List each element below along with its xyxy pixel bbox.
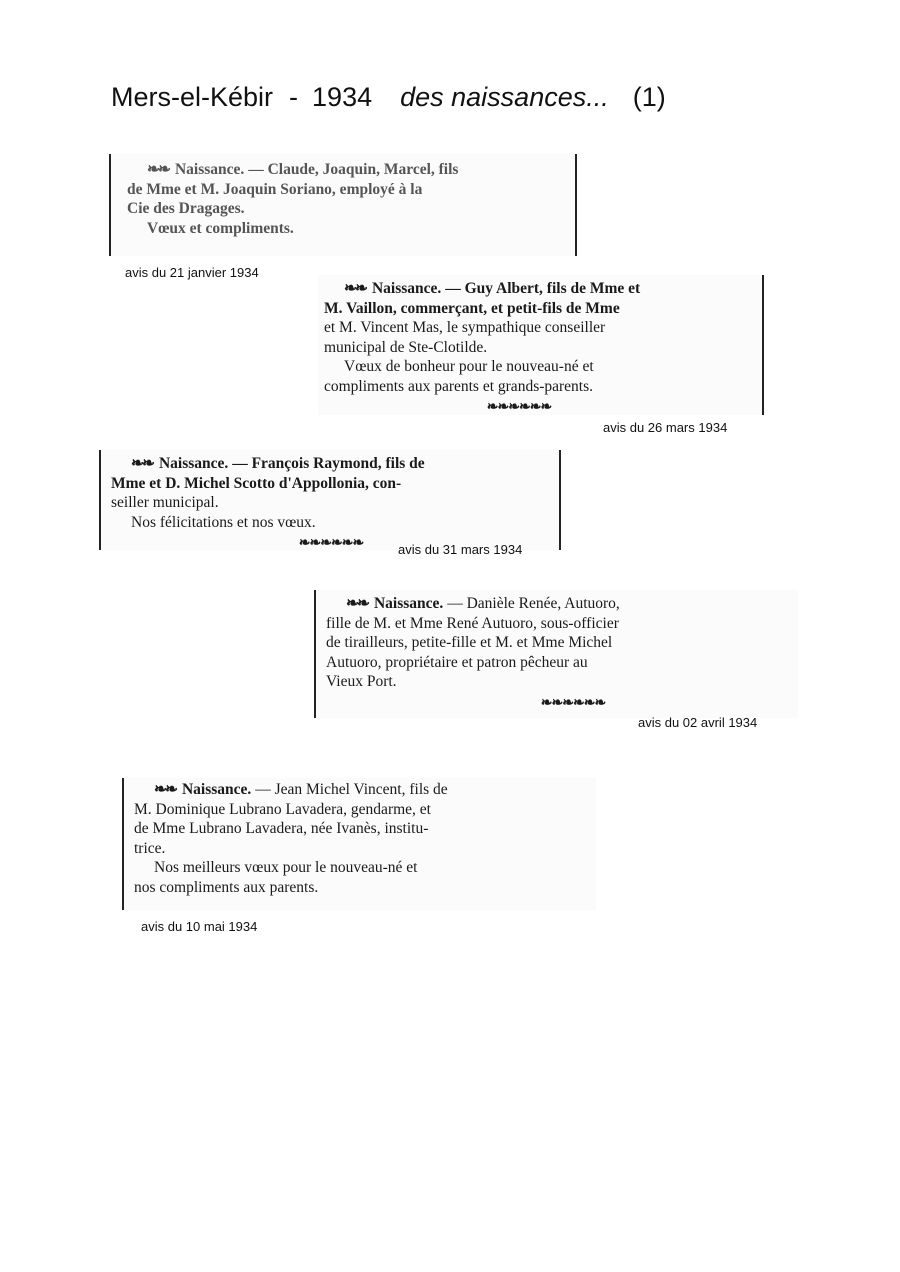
fleuron-icon: ❧❧	[131, 455, 153, 472]
notice-heading: Naissance.	[371, 280, 442, 297]
notice-clipping-3	[99, 450, 561, 550]
notice-heading: Naissance.	[174, 161, 245, 178]
notice-line: Autuoro, propriétaire et patron pêcheur au	[326, 653, 588, 671]
notice-line: compliments aux parents et grands-parents.	[324, 377, 594, 395]
title-subtitle: des naissances...	[400, 82, 609, 112]
notice-line: M. Vaillon, commerçant, et petit-fils de Mme	[324, 299, 620, 317]
notice-line: Vœux de bonheur pour le nouveau-né et	[344, 358, 594, 375]
notice-heading: Naissance.	[373, 595, 444, 612]
notice-line: fille de M. et Mme René Autuoro, sous-officier	[326, 614, 619, 632]
notice-clipping-2	[318, 275, 764, 415]
notice-line: nos compliments aux parents.	[134, 878, 319, 896]
notice-line: — Claude, Joaquin, Marcel, fils	[248, 161, 459, 178]
fleuron-icon: ❧❧	[154, 781, 176, 798]
notice-line: Vieux Port.	[326, 673, 397, 690]
notice-line: municipal de Ste-Clotilde.	[324, 338, 488, 356]
notice-line: seiller municipal.	[111, 494, 219, 511]
notice-line: Nos meilleurs vœux pour le nouveau-né et	[154, 859, 418, 876]
page-number: (1)	[632, 82, 666, 112]
fleuron-icon: ❧❧	[344, 280, 366, 297]
separator-icon: ❧❧❧❧❧❧	[540, 695, 606, 711]
notice-caption-1: avis du 21 janvier 1934	[125, 265, 259, 280]
page-title	[111, 82, 666, 113]
notice-line: — Danièle Renée, Autuoro,	[447, 595, 620, 612]
notice-line: M. Dominique Lubrano Lavadera, gendarme, et	[134, 800, 431, 818]
fleuron-icon: ❧❧	[346, 595, 368, 612]
notice-line: — Guy Albert, fils de Mme et	[445, 280, 641, 297]
notice-caption-4: avis du 02 avril 1934	[638, 715, 758, 730]
notice-line: Mme et D. Michel Scotto d'Appollonia, con-	[111, 474, 402, 492]
title-year: 1934	[312, 82, 373, 112]
notice-caption-2: avis du 26 mars 1934	[603, 420, 728, 435]
notice-line: de tirailleurs, petite-fille et M. et Mme Michel	[326, 634, 613, 651]
notice-line: trice.	[134, 839, 166, 857]
notice-heading: Naissance.	[158, 455, 229, 472]
notice-line: Cie des Dragages.	[127, 200, 245, 217]
notice-line: Nos félicitations et nos vœux.	[131, 513, 316, 531]
notice-clipping-5	[122, 778, 596, 910]
notice-caption-5: avis du 10 mai 1934	[141, 919, 258, 934]
separator-icon: ❧❧❧❧❧❧	[486, 400, 552, 415]
notice-line: — Jean Michel Vincent, fils de	[255, 781, 448, 798]
fleuron-icon: ❧❧	[147, 161, 169, 178]
notice-line: Vœux et compliments.	[147, 219, 294, 237]
notice-heading: Naissance.	[181, 781, 252, 798]
notice-caption-3: avis du 31 mars 1934	[398, 542, 523, 557]
notice-line: et M. Vincent Mas, le sympathique conseiller	[324, 319, 606, 336]
notice-clipping-1	[109, 154, 577, 256]
separator-icon: ❧❧❧❧❧❧	[298, 536, 364, 551]
notice-line: — François Raymond, fils de	[232, 455, 425, 472]
notice-line: de Mme et M. Joaquin Soriano, employé à la	[127, 180, 423, 198]
notice-line: de Mme Lubrano Lavadera, née Ivanès, institu-	[134, 820, 429, 837]
title-dash: -	[289, 82, 299, 112]
notice-clipping-4	[314, 590, 798, 718]
title-place: Mers-el-Kébir	[111, 82, 274, 112]
